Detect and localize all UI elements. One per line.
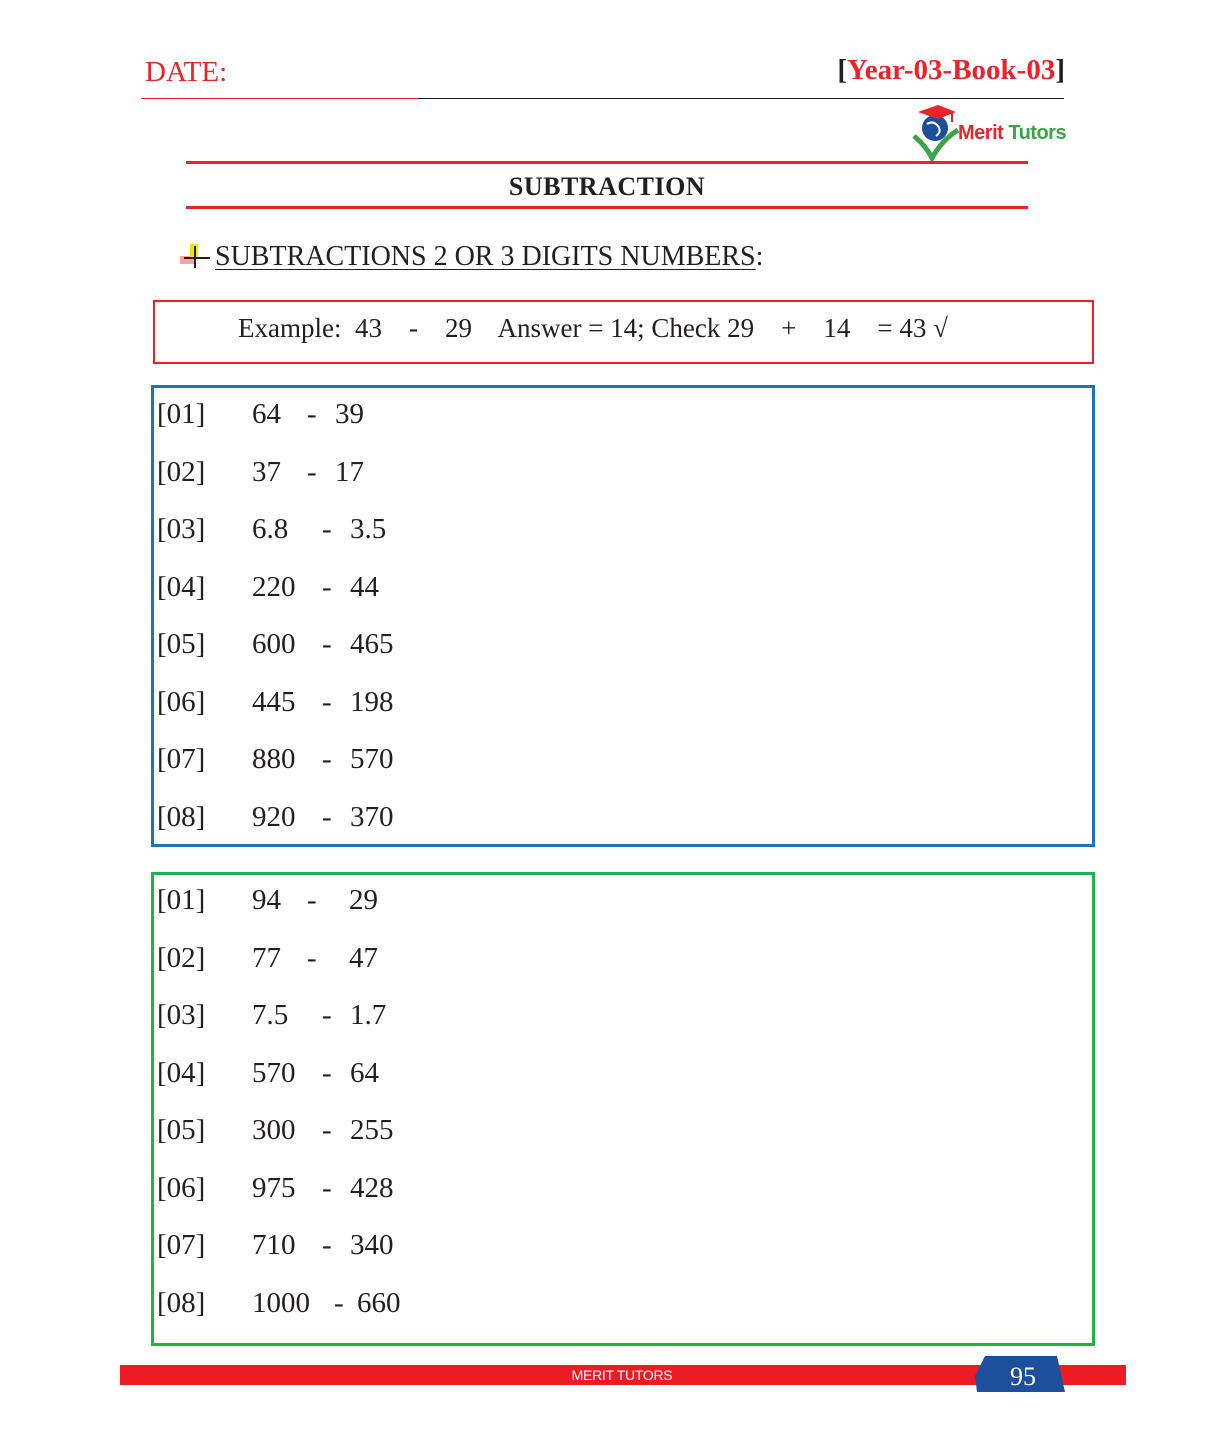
operand-b: 370	[350, 800, 394, 833]
operand-a: 570	[252, 1056, 296, 1089]
footer-brand: MERIT TUTORS	[571, 1367, 673, 1383]
operator: -	[307, 455, 317, 488]
header-rule	[141, 98, 1064, 99]
operator: -	[322, 570, 332, 603]
problem-number: [04]	[157, 1056, 206, 1089]
problem-number: [02]	[157, 941, 206, 974]
book-id-text: Year-03-Book-03	[846, 54, 1056, 86]
problem-number: [03]	[157, 513, 206, 545]
operator: -	[307, 398, 317, 430]
plus-bullet-icon	[180, 242, 212, 270]
operand-a: 975	[252, 1171, 296, 1204]
operand-b: 44	[350, 570, 379, 603]
operand-a: 1000	[252, 1286, 310, 1319]
section-heading-colon: :	[755, 241, 764, 272]
page-title: SUBTRACTION	[508, 172, 706, 201]
operand-a: 94	[252, 884, 281, 916]
operator: -	[322, 1114, 332, 1146]
problem-number: [03]	[157, 999, 206, 1031]
date-label: DATE:	[145, 56, 228, 88]
operand-b: 1.7	[350, 999, 387, 1031]
book-open-bracket: [	[837, 54, 847, 86]
title-rule-top	[186, 161, 1028, 164]
operator: -	[307, 884, 317, 916]
operand-b: 255	[350, 1114, 394, 1146]
operand-a: 920	[252, 800, 296, 833]
problem-set-green	[151, 872, 1095, 1346]
operand-b: 3.5	[350, 513, 387, 545]
operand-b: 29	[349, 884, 378, 916]
problem-number: [08]	[157, 1286, 206, 1319]
logo-text	[958, 122, 1066, 145]
operator: -	[322, 1229, 332, 1261]
problem-number: [02]	[157, 455, 206, 488]
section-heading-text: SUBTRACTIONS 2 OR 3 DIGITS NUMBERS	[215, 241, 756, 272]
operator: -	[322, 1171, 332, 1204]
problem-set-blue	[151, 385, 1095, 847]
operator: -	[307, 941, 317, 974]
problem-number: [05]	[157, 1114, 206, 1146]
example-text: Example: 43 - 29 Answer = 14; Check 29 + 14 = 43 √	[238, 313, 948, 343]
operand-b: 428	[350, 1171, 394, 1204]
problem-number: [08]	[157, 800, 206, 833]
operand-a: 710	[252, 1229, 296, 1261]
operand-a: 445	[252, 685, 296, 718]
operator: -	[322, 800, 332, 833]
page-number: 95	[1010, 1362, 1036, 1391]
operand-a: 300	[252, 1114, 296, 1146]
operator: -	[322, 513, 332, 545]
problem-number: [07]	[157, 1229, 206, 1261]
problem-number: [06]	[157, 1171, 206, 1204]
operand-a: 220	[252, 570, 296, 603]
operand-a: 6.8	[252, 513, 289, 545]
operand-a: 7.5	[252, 999, 289, 1031]
operand-b: 570	[350, 743, 394, 775]
operand-a: 64	[252, 398, 281, 430]
logo-tutors: Tutors	[1008, 122, 1067, 144]
operand-a: 600	[252, 628, 296, 660]
operator: -	[322, 685, 332, 718]
operand-a: 77	[252, 941, 281, 974]
operand-b: 64	[350, 1056, 379, 1089]
operand-a: 37	[252, 455, 281, 488]
operand-b: 660	[357, 1286, 401, 1319]
operand-a: 880	[252, 743, 296, 775]
problem-number: [01]	[157, 398, 206, 430]
header-rule-red	[141, 98, 418, 99]
book-close-bracket: ]	[1055, 54, 1065, 86]
problem-number: [06]	[157, 685, 206, 718]
operator: -	[322, 999, 332, 1031]
operator: -	[322, 743, 332, 775]
problem-number: [07]	[157, 743, 206, 775]
operand-b: 198	[350, 685, 394, 718]
logo-merit: Merit	[958, 122, 1004, 144]
operand-b: 465	[350, 628, 394, 660]
operator: -	[322, 628, 332, 660]
operand-b: 340	[350, 1229, 394, 1261]
problem-number: [05]	[157, 628, 206, 660]
operand-b: 17	[335, 455, 364, 488]
title-rule-bottom	[186, 206, 1028, 209]
operand-b: 47	[349, 941, 378, 974]
example-box	[153, 300, 1094, 364]
problem-number: [01]	[157, 884, 206, 916]
operator: -	[334, 1286, 344, 1319]
operator: -	[322, 1056, 332, 1089]
book-id	[837, 54, 1065, 87]
problem-number: [04]	[157, 570, 206, 603]
operand-b: 39	[335, 398, 364, 430]
